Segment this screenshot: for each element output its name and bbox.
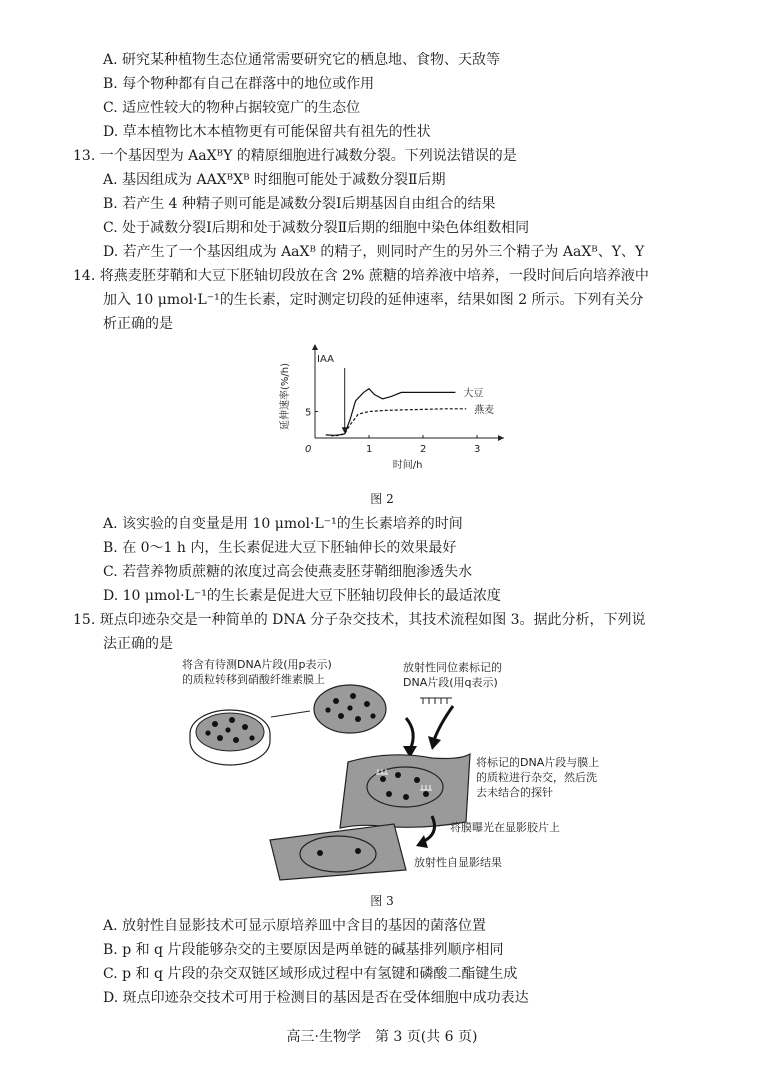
- petri-dish: [190, 710, 270, 765]
- x-axis-arrow: [498, 435, 504, 441]
- q13-option-a: A. 基因组成为 AAXᴮXᴮ 时细胞可能处于减数分裂Ⅱ后期: [103, 172, 446, 188]
- arrow-membrane-to-sheet: [406, 718, 413, 750]
- q13-option-c: C. 处于减数分裂Ⅰ后期和处于减数分裂Ⅱ后期的细胞中染色体组数相同: [103, 220, 530, 236]
- figure-3-caption: 图 3: [370, 894, 394, 908]
- q15-option-a: A. 放射性自显影技术可显示原培养皿中含目的基因的菌落位置: [103, 918, 487, 934]
- q14-stem-line2: 加入 10 μmol·L⁻¹的生长素，定时测定切段的延伸速率，结果如图 2 所示。下列有关分: [103, 292, 644, 308]
- probe-icon: [420, 698, 452, 704]
- q15-stem-line2: 法正确的是: [103, 636, 173, 652]
- step3-label-line2: 的质粒进行杂交，然后洗: [476, 771, 597, 784]
- q12-option-b: B. 每个物种都有自己在群落中的地位或作用: [103, 76, 375, 92]
- hybridization-sheet: [340, 754, 470, 828]
- x-tick-label: 2: [420, 444, 427, 455]
- q14-option-b: B. 在 0～1 h 内，生长素促进大豆下胚轴伸长的效果最好: [103, 540, 457, 556]
- q14-option-a: A. 该实验的自变量是用 10 μmol·L⁻¹的生长素培养的时间: [103, 516, 463, 532]
- y-axis-arrow: [312, 344, 318, 350]
- step2-label-line2: DNA片段(用q表示): [403, 676, 498, 689]
- figure-2-chart: [270, 340, 520, 492]
- step4-label: 将膜曝光在显影胶片上: [450, 821, 560, 834]
- step1-label-line1: 将含有待测DNA片段(用p表示): [182, 658, 332, 671]
- film-result: [270, 824, 406, 880]
- q12-option-d: D. 草本植物比木本植物更有可能保留共有祖先的性状: [103, 124, 431, 140]
- q15-option-c: C. p 和 q 片段的杂交双链区域形成过程中有氢键和磷酸二酯键生成: [103, 966, 518, 982]
- figure-2-caption: 图 2: [370, 492, 394, 506]
- series-line-1: [326, 409, 466, 436]
- step1-label-line2: 的质粒转移到硝酸纤维素膜上: [182, 673, 325, 686]
- membrane-oval: [314, 685, 386, 733]
- q15-stem-line1: 15. 斑点印迹杂交是一种简单的 DNA 分子杂交技术，其技术流程如图 3。据此分析，下列说: [73, 612, 646, 628]
- series-label-1: 燕麦: [474, 404, 495, 416]
- q13-option-d: D. 若产生了一个基因组成为 AaXᴮ 的精子，则同时产生的另外三个精子为 AaXᴮ、Y、Y: [103, 244, 645, 260]
- x-axis-label: 时间/h: [392, 460, 423, 471]
- step3-label-line3: 去未结合的探针: [476, 786, 553, 799]
- q14-option-c: C. 若营养物质蔗糖的浓度过高会使燕麦胚芽鞘细胞渗透失水: [103, 564, 473, 580]
- y-axis-label: 延伸速率(%/h): [280, 362, 291, 430]
- q12-option-a: A. 研究某种植物生态位通常需要研究它的栖息地、食物、天敌等: [103, 52, 501, 68]
- series-label-0: 大豆: [463, 388, 484, 400]
- q14-stem-line1: 14. 将燕麦胚芽鞘和大豆下胚轴切段放在含 2% 蔗糖的培养液中培养，一段时间后向培养液中: [73, 268, 649, 284]
- x-tick-label: 0: [305, 444, 312, 455]
- q15-option-d: D. 斑点印迹杂交技术可用于检测目的基因是否在受体细胞中成功表达: [103, 990, 529, 1006]
- figure-3-diagram: [170, 654, 610, 886]
- x-tick-label: 3: [474, 444, 481, 455]
- iaa-annotation: IAA: [317, 354, 334, 365]
- step3-label-line1: 将标记的DNA片段与膜上: [476, 756, 600, 769]
- page-footer: 高三·生物学 第 3 页(共 6 页): [286, 1029, 478, 1045]
- result-label: 放射性自显影结果: [414, 856, 502, 869]
- q15-option-b: B. p 和 q 片段能够杂交的主要原因是两单链的碱基排列顺序相同: [103, 942, 504, 958]
- arrow-probe-to-sheet: [434, 706, 453, 740]
- q14-stem-line3: 析正确的是: [103, 316, 173, 332]
- x-tick-label: 1: [366, 444, 373, 455]
- q14-option-d: D. 10 μmol·L⁻¹的生长素是促进大豆下胚轴切段伸长的最适浓度: [103, 588, 501, 604]
- step2-label-line1: 放射性同位素标记的: [403, 661, 502, 674]
- y-tick-label: 5: [305, 407, 312, 419]
- arrow-dish-to-membrane: [271, 711, 310, 717]
- q12-option-c: C. 适应性较大的物种占据较宽广的生态位: [103, 100, 361, 116]
- q13-stem: 13. 一个基因型为 AaXᴮY 的精原细胞进行减数分裂。下列说法错误的是: [73, 148, 517, 164]
- q13-option-b: B. 若产生 4 种精子则可能是减数分裂Ⅰ后期基因自由组合的结果: [103, 196, 496, 212]
